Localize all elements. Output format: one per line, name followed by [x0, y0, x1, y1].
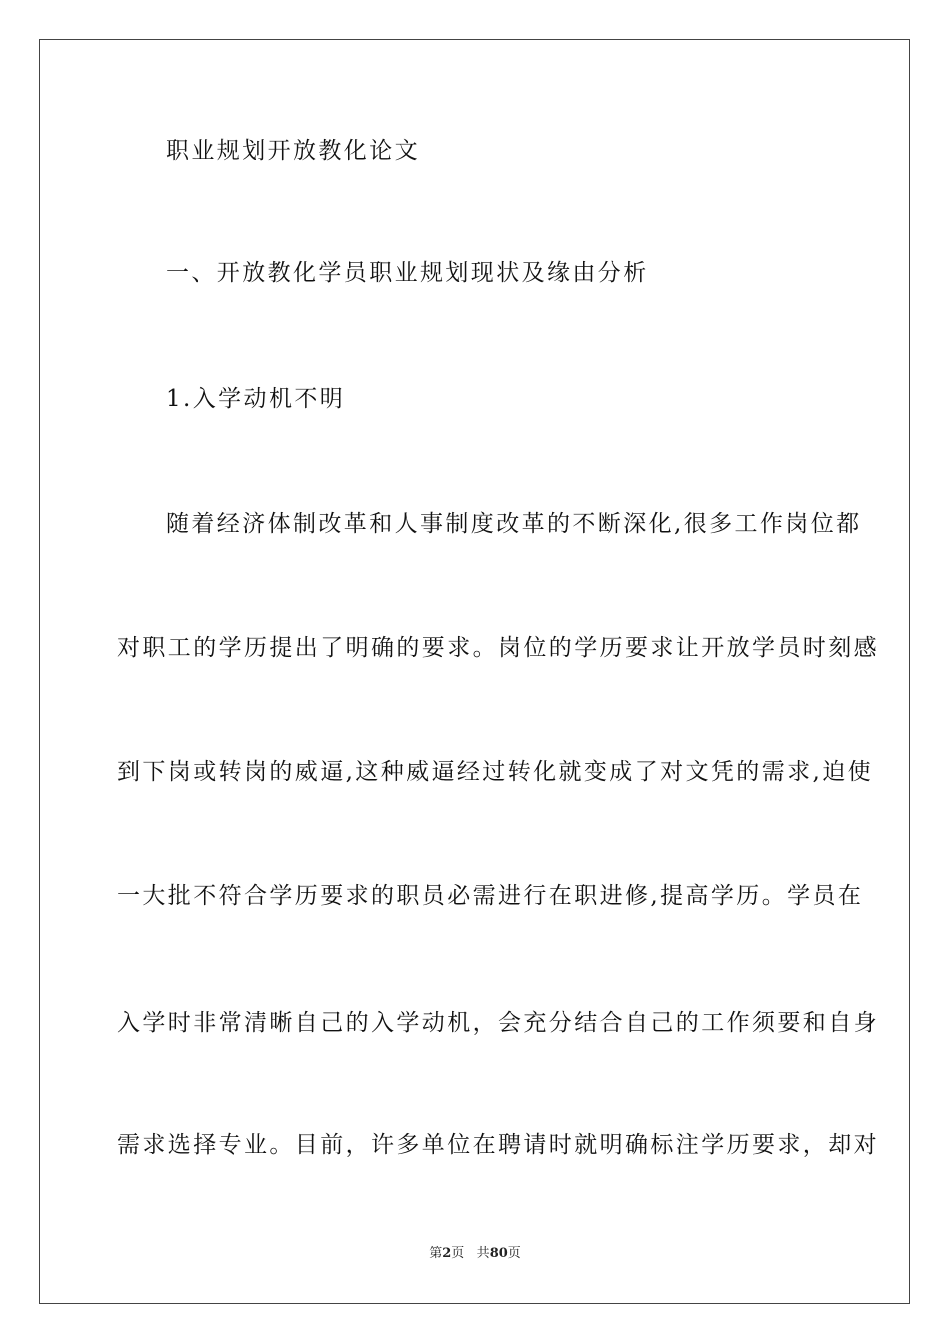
- footer-total-suffix: 页: [507, 1246, 521, 1261]
- subheading: 1.入学动机不明: [166, 386, 346, 412]
- paragraph-line: 随着经济体制改革和人事制度改革的不断深化,很多工作岗位都: [166, 511, 862, 537]
- paragraph-line: 需求选择专业。目前，许多单位在聘请时就明确标注学历要求，却对: [117, 1132, 879, 1158]
- footer-total-prefix: 共: [476, 1246, 490, 1261]
- paragraph-line: 对职工的学历提出了明确的要求。岗位的学历要求让开放学员时刻感: [117, 635, 879, 661]
- section-heading: 一、开放教化学员职业规划现状及缘由分析: [166, 260, 649, 286]
- footer-total-pages: 80: [489, 1246, 508, 1261]
- page-footer: [0, 1245, 950, 1263]
- footer-current-page: 2: [442, 1246, 452, 1261]
- paragraph-line: 一大批不符合学历要求的职员必需进行在职进修,提高学历。学员在: [117, 883, 864, 909]
- footer-page-prefix: 第: [429, 1246, 443, 1261]
- paragraph-line: 到下岗或转岗的威逼,这种威逼经过转化就变成了对文凭的需求,迫使: [117, 759, 874, 785]
- footer-page-suffix: 页: [451, 1246, 465, 1261]
- paragraph-line: 入学时非常清晰自己的入学动机，会充分结合自己的工作须要和自身: [117, 1010, 879, 1036]
- document-title: 职业规划开放教化论文: [166, 138, 420, 164]
- page-border: [39, 39, 910, 1304]
